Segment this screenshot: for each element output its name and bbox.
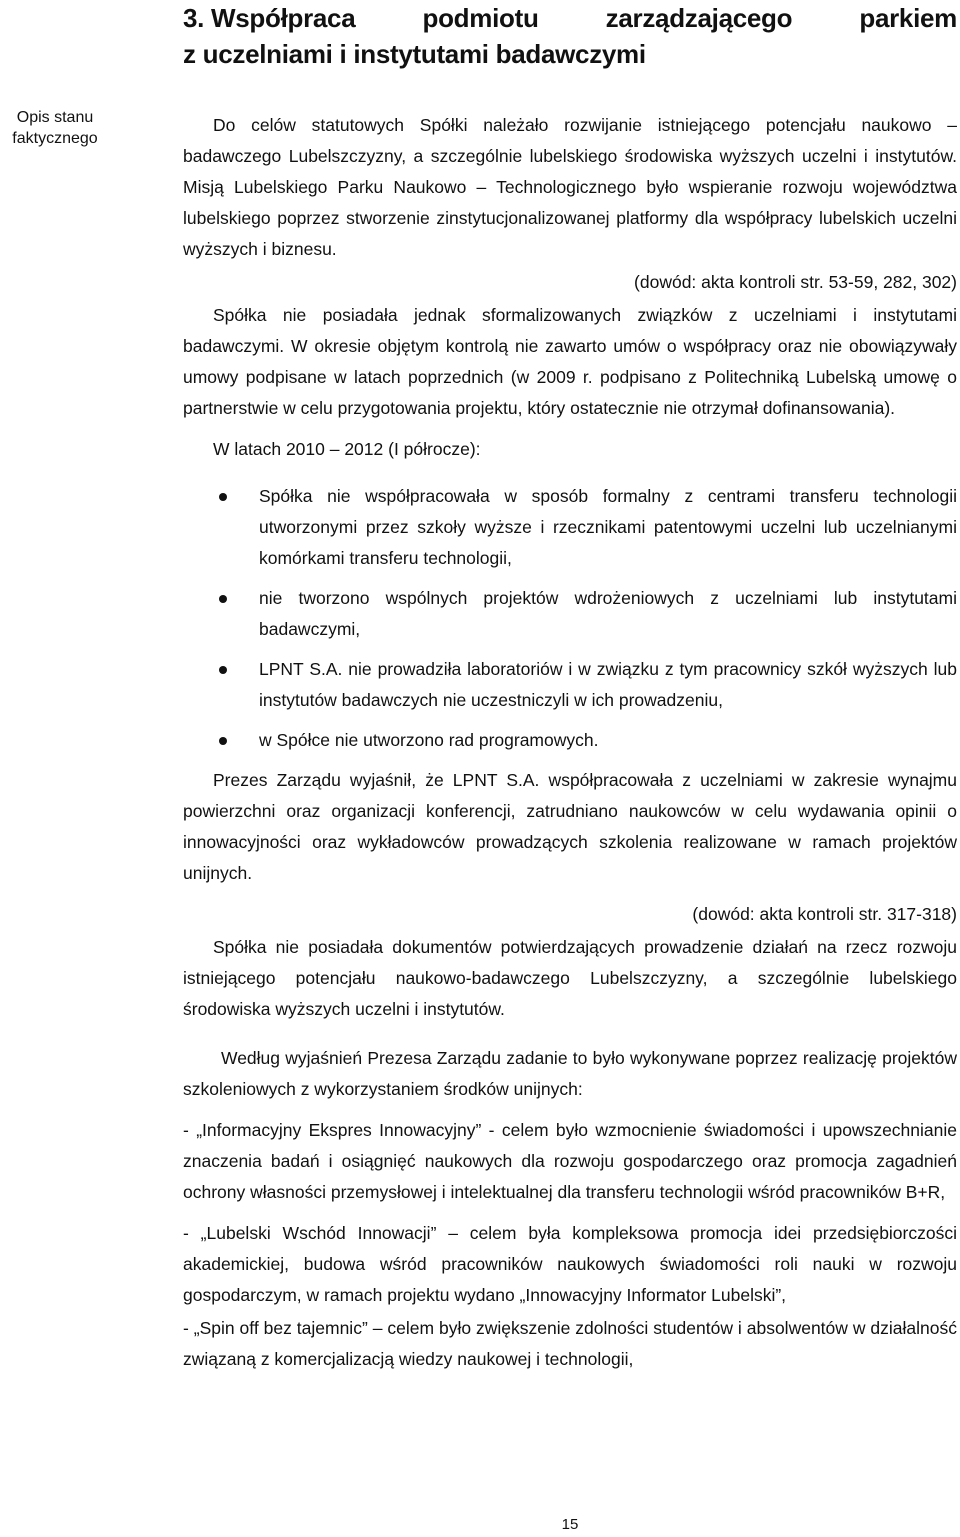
list-item <box>183 654 957 716</box>
heading-word: 3. Współpraca <box>183 3 356 33</box>
heading-line-2: z uczelniami i instytutami badawczymi <box>183 39 646 69</box>
page-number: 15 <box>561 1516 579 1533</box>
bullet-icon <box>219 737 227 745</box>
heading-word: podmiotu <box>422 3 539 33</box>
paragraph-statutory-goals: Do celów statutowych Spółki należało rozwijanie istniejącego potencjału naukowo – badawczego Lubelszczyzny, a szczególnie lubelskiego środowiska wyższych uczelni i instytutów. Misją Lubelskiego Parku Naukowo – Technologicznego było wspieranie rozwoju województwa lubelskiego poprzez stworzenie zinstytucjonalizowanej platformy dla współpracy lubelskich uczelni wyższych i biznesu. <box>183 115 957 259</box>
findings-list <box>183 481 957 756</box>
paragraph-no-formal-ties: Spółka nie posiadała jednak sformalizowanych związków z uczelniami i instytutami badawczymi. W okresie objętym kontrolą nie zawarto umów o współpracy oraz nie obowiązywały umowy podpisane w latach poprzednich (w 2009 r. podpisano z Politechniką Lubelską umowę o partnerstwie w celu przygotowania projektu, który ostatecznie nie otrzymał dofinansowania). <box>183 305 957 418</box>
margin-label-line-2: faktycznego <box>12 130 98 147</box>
heading-word: zarządzającego <box>605 3 793 33</box>
paragraph-period-intro: W latach 2010 – 2012 (I półrocze): <box>213 439 481 459</box>
paragraph-president-explanation: Prezes Zarządu wyjaśnił, że LPNT S.A. współpracowała z uczelniami w zakresie wynajmu powierzchni oraz organizacji konferencji, zatrudniano naukowców w celu wydawania opinii o innowacyjności oraz wykładowców prowadzących szkolenia realizowane w ramach projektów unijnych. <box>183 770 957 883</box>
paragraph-projects-intro: Według wyjaśnień Prezesa Zarządu zadanie to było wykonywane poprzez realizację projektów szkoleniowych z wykorzystaniem środków unijnych: <box>183 1048 957 1099</box>
paragraph-project-2: - „Lubelski Wschód Innowacji” – celem była kompleksowa promocja idei przedsiębiorczości akademickiej, budowa wśród pracowników naukowych świadomości roli nauki w rozwoju gospodarczym, w ramach projektu wydano „Innowacyjny Informator Lubelski”, <box>183 1223 957 1305</box>
list-item <box>183 481 957 574</box>
section-heading <box>183 0 957 72</box>
list-item-text: w Spółce nie utworzono rad programowych. <box>259 730 599 750</box>
list-item-text: Spółka nie współpracowała w sposób formalny z centrami transferu technologii utworzonymi przez szkoły wyższe i rzecznikami patentowymi uczelni lub uczelnianymi komórkami transferu technologii, <box>259 486 957 568</box>
list-item-text: LPNT S.A. nie prowadziła laboratoriów i w związku z tym pracownicy szkół wyższych lub instytutów badawczych nie uczestniczyli w ich prowadzeniu, <box>259 659 957 710</box>
list-item <box>183 583 957 645</box>
paragraph-project-1: - „Informacyjny Ekspres Innowacyjny” - celem było wzmocnienie świadomości i upowszechnianie znaczenia badań i osiągnięć naukowych dla rozwoju gospodarczego oraz promocja zagadnień ochrony własności przemysłowej i intelektualnej dla transferu technologii wśród pracowników B+R, <box>183 1120 957 1202</box>
heading-word: parkiem <box>859 3 957 33</box>
list-item-text: nie tworzono wspólnych projektów wdrożeniowych z uczelniami lub instytutami badawczymi, <box>259 588 957 639</box>
paragraph-project-3: - „Spin off bez tajemnic” – celem było zwiększenie zdolności studentów i absolwentów w działalność związaną z komercjalizacją wiedzy naukowej i technologii, <box>183 1318 957 1369</box>
margin-label-line-1: Opis stanu <box>16 109 94 126</box>
bullet-icon <box>219 666 227 674</box>
bullet-icon <box>219 595 227 603</box>
heading-line-1 <box>183 0 957 36</box>
evidence-note-1: (dowód: akta kontroli str. 53-59, 282, 302) <box>634 272 957 292</box>
list-item <box>183 725 957 756</box>
paragraph-no-documents: Spółka nie posiadała dokumentów potwierdzających prowadzenie działań na rzecz rozwoju istniejącego potencjału naukowo-badawczego Lubelszczyzny, a szczególnie lubelskiego środowiska wyższych uczelni i instytutów. <box>183 937 957 1019</box>
margin-label <box>0 107 110 149</box>
body-text <box>183 110 957 1375</box>
bullet-icon <box>219 493 227 501</box>
evidence-note-2: (dowód: akta kontroli str. 317-318) <box>692 904 957 924</box>
